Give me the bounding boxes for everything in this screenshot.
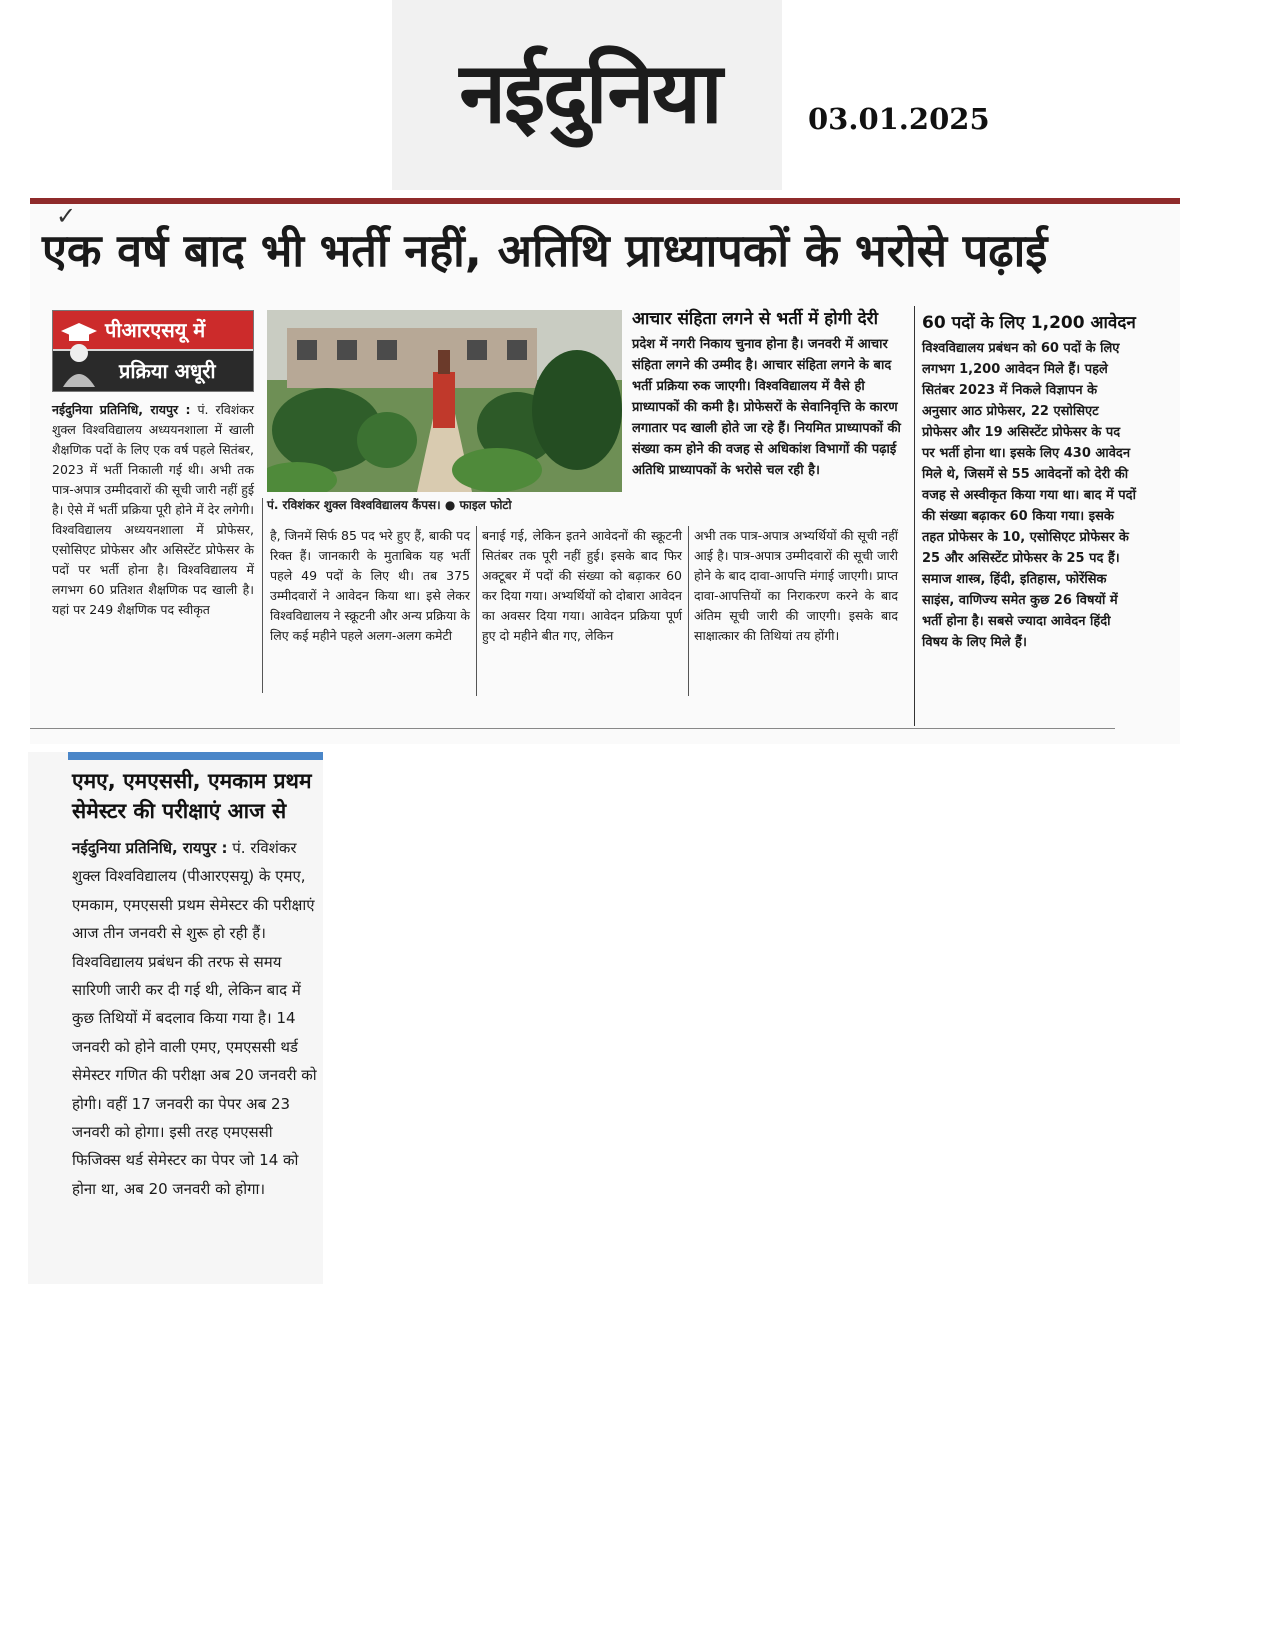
subsection-code-of-conduct-text	[632, 334, 904, 481]
column-3-text: बनाई गई, लेकिन इतने आवेदनों की स्क्रूटनी सितंबर तक पूरी नहीं हुई। इसके बाद फिर अक्टूबर में पदों की संख्या को बढ़ाकर 60 कर दिया गया। अभ्यर्थियों को दोबारा आवेदन का अवसर दिया गया। आवेदन प्रक्रिया पूर्ण हुए दो महीने बीत गए, लेकिन	[482, 528, 682, 643]
photo-caption: पं. रविशंकर शुक्ल विश्वविद्यालय कैंपस। ● फाइल फोटो	[267, 498, 512, 512]
column-divider	[262, 498, 263, 693]
column-divider	[476, 526, 477, 696]
brief-text: पं. रविशंकर शुक्ल विश्वविद्यालय (पीआरएसयू) के एमए, एमकाम, एमएससी प्रथम सेमेस्टर की परीक्षाएं आज तीन जनवरी से शुरू हो रही हैं। विश्वविद्यालय प्रबंधन की तरफ से समय सारिणी जारी कर दी गई थी, लेकिन बाद में कुछ तिथियों में बदलाव किया गया है। 14 जनवरी को होने वाली एमए, एमएससी थर्ड सेमेस्टर गणित की परीक्षा अब 20 जनवरी को होगी। वहीं 17 जनवरी का पेपर अब 23 जनवरी को होगा। इसी तरह एमएससी फिजिक्स थर्ड सेमेस्टर का पेपर जो 14 को होना था, अब 20 जनवरी को होगा।	[72, 839, 317, 1198]
campus-photo-illustration	[267, 310, 622, 492]
column-1-text: पं. रविशंकर शुक्ल विश्वविद्यालय अध्ययनशाला में खाली शैक्षणिक पदों के लिए एक वर्ष पहले सितंबर, 2023 में भर्ती निकाली गई थी। अभी तक पात्र-अपात्र उम्मीदवारों की सूची जारी नहीं हुई है। ऐसे में भर्ती प्रक्रिया पूरी होने में देर लगेगी। विश्वविद्यालय अध्ययनशाला में प्रोफेसर, एसोसिएट प्रोफेसर और असिस्टेंट प्रोफेसर के पदों पर भर्ती होना है। विश्वविद्यालय में लगभग 60 प्रतिशत शैक्षणिक पद खाली है। यहां पर 249 शैक्षणिक पद स्वीकृत	[52, 402, 254, 617]
section-badge	[52, 310, 254, 392]
bottom-rule	[30, 728, 1115, 729]
badge-bottom-label: प्रक्रिया अधूरी	[53, 351, 253, 391]
byline: नईदुनिया प्रतिनिधि, रायपुर :	[52, 402, 191, 417]
subsection-applications-text	[922, 338, 1136, 653]
column-2-text: है, जिनमें सिर्फ 85 पद भरे हुए हैं, बाकी पद रिक्त हैं। जानकारी के मुताबिक यह भर्ती पहले 49 पदों के लिए थी। तब 375 उम्मीदवारों ने आवेदन किया था। इसे लेकर विश्वविद्यालय ने स्क्रूटनी और अन्य प्रक्रिया के लिए कई महीने पहले अलग-अलग कमेटी	[270, 528, 470, 643]
subsection-heading-code-of-conduct: आचार संहिता लगने से भर्ती में होगी देरी	[632, 309, 878, 329]
article-headline: एक वर्ष बाद भी भर्ती नहीं, अतिथि प्राध्यापकों के भरोसे पढ़ाई	[42, 224, 1048, 277]
article-column-4	[694, 526, 898, 646]
campus-photo	[267, 310, 622, 492]
column-divider	[688, 526, 689, 696]
graduation-cap-icon	[59, 317, 99, 387]
brief-body	[72, 834, 322, 1203]
brief-byline: नईदुनिया प्रतिनिधि, रायपुर :	[72, 839, 228, 857]
publication-date: 03.01.2025	[808, 102, 990, 136]
brief-article-clipping	[28, 752, 323, 1284]
brief-top-bar	[68, 752, 323, 760]
code-of-conduct-body: प्रदेश में नगरी निकाय चुनाव होना है। जनवरी में आचार संहिता लगने की उम्मीद है। आचार संहिता लगने के बाद भर्ती प्रक्रिया रुक जाएगी। विश्वविद्यालय में वैसे ही प्राध्यापकों की कमी है। प्रोफेसरों के सेवानिवृत्ति के कारण लगातार पद खाली होते जा रहे हैं। नियमित प्राध्यापकों की संख्या कम होने की वजह से अधिकांश विभागों की पढ़ाई अतिथि प्राध्यापकों के भरोसे चल रही है।	[632, 337, 901, 478]
masthead	[392, 0, 782, 190]
newspaper-name: नईदुनिया	[459, 44, 721, 142]
article-column-3	[482, 526, 682, 646]
applications-body: विश्वविद्यालय प्रबंधन को 60 पदों के लिए लगभग 1,200 आवेदन मिले हैं। पहले सितंबर 2023 में निकले विज्ञापन के अनुसार आठ प्रोफेसर, 22 एसोसिएट प्रोफेसर और 19 असिस्टेंट प्रोफेसर के पद पर भर्ती होना था। इसके लिए 430 आवेदन मिले थे, जिसमें से 55 आवेदनों को देरी की वजह से अस्वीकृत किया गया था। बाद में पदों की संख्या बढ़ाकर 60 किया गया। इसके तहत प्रोफेसर के 10, एसोसिएट प्रोफेसर के 25 और असिस्टेंट प्रोफेसर के 25 पद हैं। समाज शास्त्र, हिंदी, इतिहास, फोरेंसिक साइंस, वाणिज्य समेत कुछ 26 विषयों में भर्ती होना है। सबसे ज्यादा आवेदन हिंदी विषय के लिए मिले हैं।	[922, 341, 1136, 650]
article-column-1	[52, 400, 254, 620]
brief-headline: एमए, एमएससी, एमकाम प्रथम सेमेस्टर की परीक्षाएं आज से	[72, 769, 312, 823]
top-rule	[30, 198, 1180, 204]
article-column-2	[270, 526, 470, 646]
sidebar-divider	[914, 306, 915, 726]
column-4-text: अभी तक पात्र-अपात्र अभ्यर्थियों की सूची नहीं आई है। पात्र-अपात्र उम्मीदवारों की सूची जारी होने के बाद दावा-आपत्ति मंगाई जाएगी। प्राप्त दावा-आपत्तियों का निराकरण करने के बाद अंतिम सूची जारी की जाएगी। इसके बाद साक्षात्कार की तिथियां तय होंगी।	[694, 528, 898, 643]
subsection-heading-applications: 60 पदों के लिए 1,200 आवेदन	[922, 313, 1136, 333]
badge-top-label: पीआरएसयू में	[53, 311, 253, 349]
main-article-clipping	[30, 198, 1180, 744]
check-mark-icon: ✓	[56, 202, 77, 230]
